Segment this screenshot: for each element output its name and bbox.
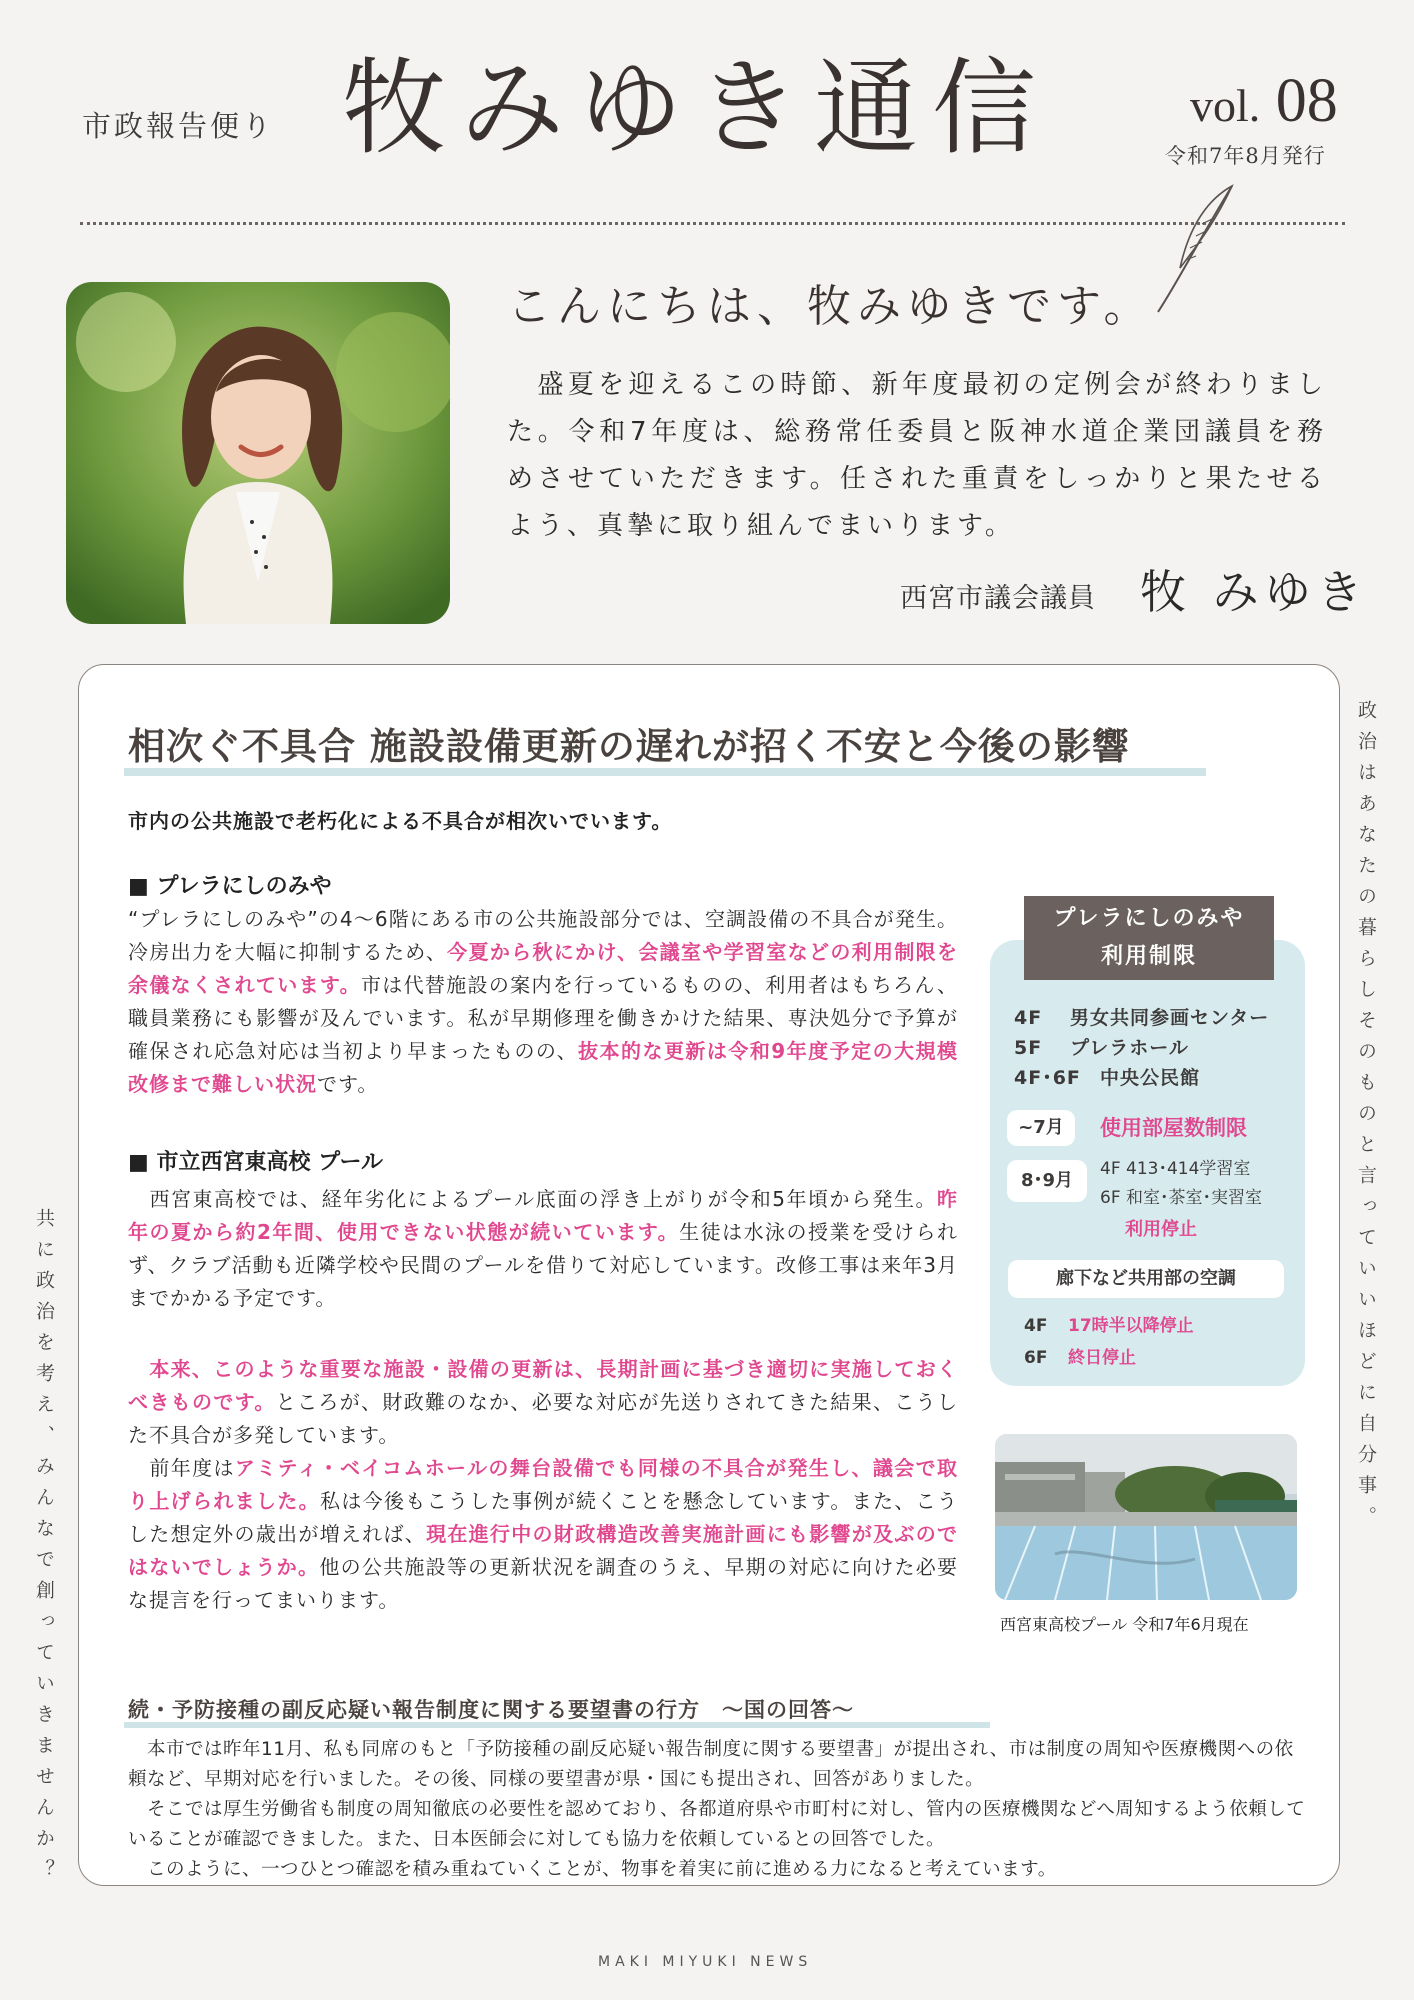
pool-photo	[995, 1434, 1297, 1600]
article2-headline: 続・予防接種の副反応疑い報告制度に関する要望書の行方 ～国の回答～	[128, 1698, 854, 1722]
issue-date: 令和7年8月発行	[1165, 144, 1326, 168]
period-badge-july: ~7月	[1007, 1110, 1075, 1146]
corridor-row: 4F 17時半以降停止	[1024, 1316, 1194, 1336]
section-title-prela: ■ プレラにしのみや	[128, 874, 332, 899]
vol-number: 08	[1275, 67, 1338, 135]
section-body-conclusion: 本来、このような重要な施設・設備の更新は、長期計画に基づき適切に実施しておくべきものです。ところが、財政難のなか、必要な対応が先送りされてきた結果、こうした不具合が多発しています。 前年度はアミティ・ベイコムホールの舞台設備でも同様の不具合が発生し、議会で取り上げられました。私は今後もこうした事例が続くことを懸念しています。また、こうした想定外の歳出が増えれば、現在進行中の財政構造改善実施計画にも影響が及ぶのではないでしょうか。他の公共施設等の更新状況を調査のうえ、早期の対応に向けた必要な提言を行ってまいります。	[128, 1357, 959, 1612]
newsletter-title: 牧みゆき通信	[342, 47, 1051, 169]
pool-photo-caption: 西宮東高校プール 令和7年6月現在	[1000, 1615, 1249, 1634]
section-title-pool: ■ 市立西宮東高校 プール	[128, 1150, 384, 1175]
side-slogan-right: 政治はあなたの暮らしそのものと言っていいほどに自分事。	[1355, 700, 1377, 1537]
period-rooms-4f: 4F 413･414学習室	[1100, 1159, 1251, 1179]
floor-row: 4F･6F 中央公民館	[1014, 1067, 1201, 1089]
corridor-title: 廊下など共用部の空調	[1008, 1260, 1284, 1298]
newsletter-subtitle: 市政報告便り	[82, 109, 275, 143]
floor-row: 4F 男女共同参画センター	[1014, 1007, 1270, 1029]
greeting-title: こんにちは、牧みゆきです。	[507, 281, 1154, 332]
floor-row: 5F プレラホール	[1014, 1037, 1189, 1059]
period-july-text: 使用部屋数制限	[1100, 1116, 1247, 1140]
article2-body	[128, 1735, 1308, 1885]
article2-paragraph: このように、一つひとつ確認を積み重ねていくことが、物事を着実に前に進める力になると考えています。	[128, 1859, 1057, 1880]
signature-role: 西宮市議会議員	[900, 583, 1096, 614]
period-badge-aug-sep: 8･9月	[1007, 1160, 1087, 1202]
panel-title: プレラにしのみや 利用制限	[1024, 896, 1274, 980]
article-lead: 市内の公共施設で老朽化による不具合が相次いでいます。	[128, 809, 673, 833]
vol-label: vol.	[1190, 80, 1261, 131]
corridor-row: 6F 終日停止	[1024, 1348, 1136, 1368]
greeting-body: 盛夏を迎えるこの時節、新年度最初の定例会が終わりました。令和7年度は、総務常任委員と阪神水道企業団議員を務めさせていただきます。任された重責をしっかりと果たせるよう、真摯に取り組んでまいります。	[507, 370, 1327, 541]
section-body-pool: 西宮東高校では、経年劣化によるプール底面の浮き上がりが令和5年頃から発生。昨年の夏から約2年間、使用できない状態が続いています。生徒は水泳の授業を受けられず、クラブ活動も近隣学校や民間のプールを借りて対応しています。改修工事は来年3月までかかる予定です。	[128, 1187, 958, 1310]
feather-icon	[1150, 178, 1240, 318]
article2-paragraph: 本市では昨年11月、私も同席のもと「予防接種の副反応疑い報告制度に関する要望書」が提出され、市は制度の周知や医療機関への依頼など、早期対応を行いました。その後、同様の要望書が県・国にも提出され、回答がありました。	[128, 1739, 1294, 1790]
article2-paragraph: そこでは厚生労働省も制度の周知徹底の必要性を認めており、各都道府県や市町村に対し、管内の医療機関などへ周知するよう依頼していることが確認できました。また、日本医師会に対しても協力を依頼しているとの回答でした。	[128, 1799, 1306, 1850]
footer-brand: MAKI MIYUKI NEWS	[598, 1954, 813, 1970]
section-body-prela: “プレラにしのみや”の4～6階にある市の公共施設部分では、空調設備の不具合が発生。冷房出力を大幅に抑制するため、今夏から秋にかけ、会議室や学習室などの利用制限を余儀なくされています。市は代替施設の案内を行っているものの、利用者はもちろん、職員業務にも影響が及んでいます。私が早期修理を働きかけた結果、専決処分で予算が確保され応急対応は当初より早まったものの、抜本的な更新は令和9年度予定の大規模改修まで難しい状況です。	[128, 907, 958, 1096]
signature-name: 牧 みゆき	[1140, 565, 1369, 619]
period-rooms-6f: 6F 和室･茶室･実習室	[1100, 1188, 1262, 1208]
side-slogan-left: 共に政治を考え、みんなで創っていきませんか？	[33, 1208, 55, 1890]
article-headline: 相次ぐ不具合 施設設備更新の遅れが招く不安と今後の影響	[128, 725, 1130, 768]
period-stop-text: 利用停止	[1125, 1219, 1197, 1240]
portrait-photo	[66, 282, 450, 624]
volume-number	[1190, 66, 1338, 137]
